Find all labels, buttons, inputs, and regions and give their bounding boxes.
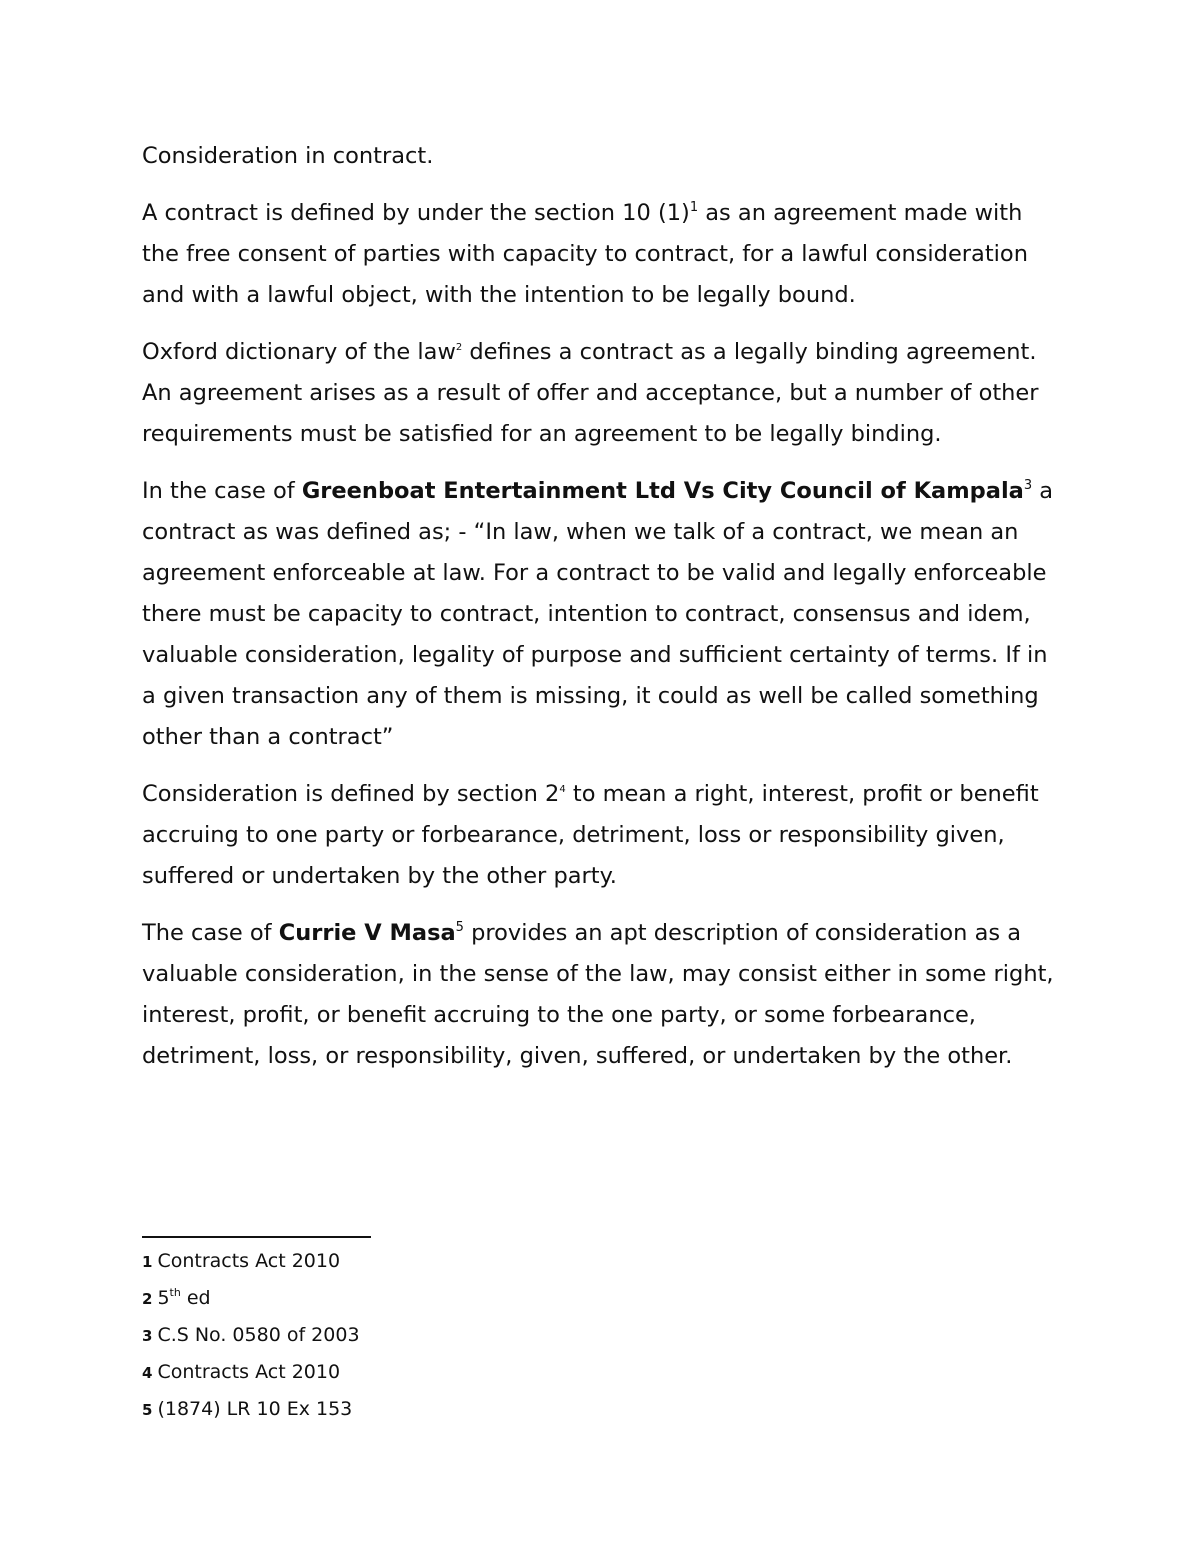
footnote-ref-4[interactable]: 4: [559, 784, 566, 795]
text-segment: In the case of: [142, 478, 302, 504]
footnote-text: 5: [157, 1287, 170, 1309]
footnote-3: [142, 1317, 742, 1354]
footnote-superscript: th: [169, 1286, 181, 1299]
text-segment: A contract is defined by under the section 10 (1): [142, 200, 690, 226]
paragraph-oxford-definition: [142, 332, 1062, 455]
text-segment: a contract as was defined as; - “In law, when we talk of a contract, we mean an agreement enforceable at law. For a contract to be valid and legally enforceable there must be capacity to contract, intention to contract, consensus and idem, valuable consideration, legality of purpose and sufficient certainty of terms. If in a given transaction any of them is missing, it could as well be called something other than a contract”: [142, 478, 1054, 750]
text-segment: Oxford dictionary of the law: [142, 339, 456, 365]
text-segment: Consideration is defined by section 2: [142, 781, 560, 807]
footnote-2: [142, 1280, 742, 1317]
paragraph-contract-definition: [142, 193, 1062, 316]
footnote-text-after: ed: [180, 1287, 211, 1309]
footnote-text: (1874) LR 10 Ex 153: [157, 1398, 353, 1420]
paragraph-currie-case: [142, 913, 1062, 1077]
footnote-text: Contracts Act 2010: [157, 1361, 341, 1383]
document-body: [142, 136, 1062, 1093]
footnote-text: C.S No. 0580 of 2003: [157, 1324, 360, 1346]
footnote-number: 1: [142, 1253, 153, 1271]
text-segment: to mean a right, interest, profit or benefit accruing to one party or forbearance, detriment, loss or responsibility given, suffered or undertaken by the other party.: [142, 781, 1039, 889]
text-segment: The case of: [142, 920, 279, 946]
paragraph-consideration-definition: [142, 774, 1062, 897]
footnote-5: [142, 1391, 742, 1428]
footnote-ref-2[interactable]: 2: [455, 342, 463, 353]
footnote-1: [142, 1243, 742, 1280]
text-segment: provides an apt description of consideration as a valuable consideration, in the sense of the law, may consist either in some right, interest, profit, or benefit accruing to the one party, or some forbearance, detriment, loss, or responsibility, given, suffered, or undertaken by the other.: [142, 920, 1054, 1069]
text-segment: defines a contract as a legally binding agreement. An agreement arises as a result of offer and acceptance, but a number of other requirements must be satisfied for an agreement to be legally binding.: [142, 339, 1039, 447]
paragraph-greenboat-case: [142, 471, 1062, 758]
case-name-greenboat: Greenboat Entertainment Ltd Vs City Council of Kampala: [301, 478, 1024, 504]
footnote-number: 3: [142, 1327, 153, 1345]
footnote-number: 4: [142, 1364, 153, 1382]
footnote-ref-3[interactable]: 3: [1023, 478, 1033, 493]
case-name-currie: Currie V Masa: [278, 920, 456, 946]
document-title: Consideration in contract.: [142, 143, 434, 169]
footnote-number: 5: [142, 1401, 153, 1419]
footnote-ref-1[interactable]: 1: [689, 200, 699, 215]
footnote-separator: [142, 1236, 371, 1238]
footnote-ref-5[interactable]: 5: [455, 920, 464, 935]
footnote-4: [142, 1354, 742, 1391]
text-segment: as an agreement made with the free consent of parties with capacity to contract, for a lawful consideration and with a lawful object, with the intention to be legally bound.: [142, 200, 1028, 308]
footnote-number: 2: [142, 1290, 153, 1308]
footnotes: [142, 1243, 742, 1428]
footnote-text: Contracts Act 2010: [157, 1250, 341, 1272]
